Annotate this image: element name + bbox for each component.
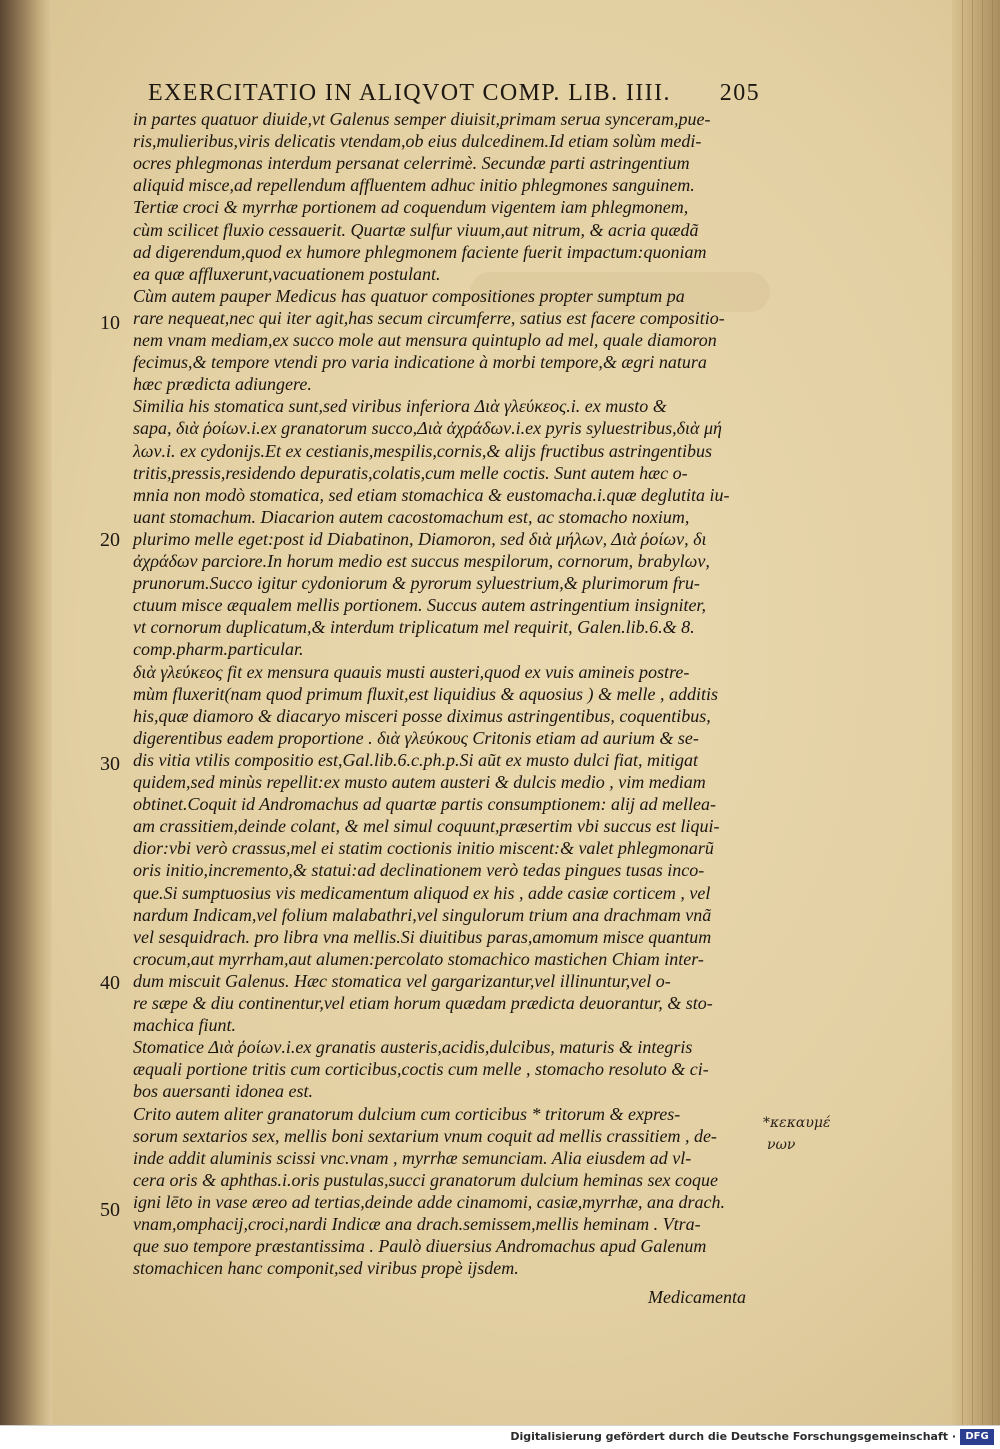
text-line: stomachicen hanc componit,sed viribus propè ijsdem.	[133, 1258, 519, 1279]
text-line: sorum sextarios sex, mellis boni sextarium vnum coquit ad mellis crassitiem , de-	[133, 1125, 717, 1146]
text-line: ea quæ affluxerunt,vacuationem postulant.	[133, 263, 441, 284]
text-line: Crito autem aliter granatorum dulcium cum corticibus * tritorum & expres-	[133, 1103, 681, 1124]
text-line: vnam,omphacij,croci,nardi Indicæ ana drach.semissem,mellis heminam . Vtra-	[133, 1214, 701, 1234]
line-number: 20	[100, 529, 120, 551]
text-line: Tertiæ croci & myrrhæ portionem ad coquendum vigentem iam phlegmonem,	[133, 197, 689, 218]
text-line: cera oris & aphthas.i.oris pustulas,succi granatorum dulcium heminas sex coque	[133, 1169, 718, 1190]
catchword: Medicamenta	[648, 1287, 746, 1307]
text-line: nem vnam mediam,ex succo mole aut mensura quintuplo ad mel, quale diamoron	[133, 330, 717, 350]
margin-note-line: *κεκαυμέ	[763, 1115, 831, 1131]
text-line: machica fiunt.	[133, 1015, 236, 1036]
line-number: 30	[100, 753, 120, 775]
text-line: tritis,pressis,residendo depuratis,colatis,cum melle coctis. Sunt autem hæc o-	[133, 462, 688, 483]
text-line: crocum,aut myrrham,aut alumen:percolato stomachico mastichen Chiam inter-	[133, 948, 704, 969]
text-line: dum miscuit Galenus. Hæc stomatica vel gargarizantur,vel illinuntur,vel o-	[133, 970, 671, 991]
text-line: igni lēto in vase æreo ad tertias,deinde adde cinamomi, casiæ,myrrhæ, ana drach.	[133, 1191, 725, 1212]
text-line: hæc prædicta adiungere.	[133, 374, 312, 395]
margin-note-line: νων	[767, 1137, 796, 1153]
text-line: que.Si sumptuosius vis medicamentum aliquod ex his , adde casiæ corticem , vel	[133, 882, 711, 903]
text-line: mnia non modò stomatica, sed etiam stomachica & eustomacha.i.quæ deglutita iu-	[133, 484, 730, 505]
text-line: rare nequeat,nec qui iter agit,has secum circumferre, satius est facere compositio-	[133, 307, 725, 328]
text-line: sapa, διὰ ῥοίων.i.ex granatorum succo,Διὰ ἀχράδων.i.ex pyris syluestribus,διὰ μή	[133, 418, 722, 439]
text-line: dis vitia vtilis compositio est,Gal.lib.6.c.ph.p.Si aũt ex musto dulci fiat, mitigat	[133, 749, 698, 770]
text-line: am crassitiem,deinde colant, & mel simul coquunt,præsertim vbi succus est liqui-	[133, 816, 720, 837]
footer-bar	[0, 1425, 1000, 1449]
running-head-title: EXERCITATIO IN ALIQVOT COMP. LIB. IIII.	[148, 80, 671, 106]
text-line: oris initio,incremento,& statui:ad declinationem verò tedas pingues tusas inco-	[133, 860, 705, 881]
text-line: ctuum misce æqualem mellis portionem. Succus autem astringentium insigniter,	[133, 595, 706, 616]
line-number: 50	[100, 1199, 120, 1221]
text-line: ad digerendum,quod ex humore phlegmonem faciente fuerit impactum:quoniam	[133, 241, 707, 262]
page-number: 205	[719, 80, 760, 106]
text-line: dior:vbi verò crassus,mel ei statim coctionis initio miscent:& valet phlegmonarũ	[133, 838, 714, 859]
text-line: ἀχράδων parciore.In horum medio est succus mespilorum, cornorum, brabylων,	[133, 551, 710, 571]
text-line: vt cornorum duplicatum,& interdum triplicatum mel requirit, Galen.lib.6.& 8.	[133, 617, 695, 638]
text-line: inde addit aluminis scissi vnc.vnam , myrrhæ semunciam. Alia eiusdem ad vl-	[133, 1147, 692, 1168]
text-line: his,quæ diamoro & diacaryo misceri posse diximus astringentibus, coquentibus,	[133, 705, 711, 726]
text-line: digerentibus eadem proportione . διὰ γλεύκους Critonis etiam ad aurium & se-	[133, 727, 699, 748]
text-line: plurimo melle eget:post id Diabatinon, Diamoron, sed διὰ μήλων, Διὰ ῥοίων, δι	[133, 528, 707, 549]
text-line: uant stomachum. Diacarion autem cacostomachum est, ac stomacho noxium,	[133, 506, 690, 527]
text-line: comp.pharm.particular.	[133, 639, 304, 660]
text-line: Cùm autem pauper Medicus has quatuor compositiones propter sumptum pa	[133, 285, 685, 306]
text-line: aliquid misce,ad repellendum affluentem adhuc initio phlegmones sanguinem.	[133, 175, 695, 196]
text-line: διὰ γλεύκεος fit ex mensura quauis musti austeri,quod ex vuis amineis postre-	[133, 661, 690, 682]
text-line: ocres phlegmonas interdum persanat celerrimè. Secundæ parti astringentium	[133, 153, 690, 174]
text-line: obtinet.Coquit id Andromachus ad quartæ partis consumptionem: alij ad mellea-	[133, 794, 716, 815]
text-line: cùm scilicet fluxio cessauerit. Quartæ sulfur viuum,aut nitrum, & acria quædã	[133, 219, 699, 240]
text-line: quidem,sed minùs repellit:ex musto autem austeri & dulcis medio , vim mediam	[133, 772, 706, 792]
text-line: fecimus,& tempore vtendi pro varia indicatione à morbi tempore,& ægri natura	[133, 352, 707, 373]
book-gutter	[0, 0, 52, 1425]
text-line: Stomatice Διὰ ῥοίων.i.ex granatis austeris,acidis,dulcibus, maturis & integris	[133, 1037, 693, 1058]
line-number: 40	[100, 972, 120, 994]
text-line: bos auersanti idonea est.	[133, 1081, 313, 1102]
text-line: nardum Indicam,vel folium malabathri,vel singulorum trium ana drachmam vnã	[133, 904, 712, 925]
text-line: in partes quatuor diuide,vt Galenus semper diuisit,primam serua synceram,pue-	[133, 109, 711, 129]
text-line: ris,mulieribus,viris delicatis vtendam,ob eius dulcedinem.Id etiam solùm medi-	[133, 131, 702, 152]
margin-note	[763, 1112, 833, 1156]
text-line: que suo tempore præstantissima . Paulò diuersius Andromachus apud Galenum	[133, 1236, 707, 1257]
page-foredge	[952, 0, 1000, 1425]
text-line: Similia his stomatica sunt,sed viribus inferiora Διὰ γλεύκεος.i. ex musto &	[133, 396, 667, 417]
running-head	[148, 80, 760, 107]
text-line: re sæpe & diu continentur,vel etiam horum quædam prædicta deuorantur, & sto-	[133, 993, 713, 1013]
text-line: vel sesquidrach. pro libra vna mellis.Si diuitibus paras,amomum misce quantum	[133, 926, 712, 947]
text-line: prunorum.Succo igitur cydoniorum & pyrorum syluestrium,& plurimorum fru-	[133, 573, 700, 594]
dfg-logo: DFG	[960, 1429, 994, 1445]
line-number: 10	[100, 312, 120, 334]
footer-text: Digitalisierung gefördert durch die Deutsche Forschungsgemeinschaft ·	[510, 1430, 956, 1443]
text-line: æquali portione tritis cum corticibus,coctis cum melle , stomacho resoluto & ci-	[133, 1059, 709, 1080]
text-line: λων.i. ex cydonijs.Et ex cestianis,mespilis,cornis,& alijs fructibus astringentibus	[133, 440, 712, 461]
text-line: mùm fluxerit(nam quod primum fluxit,est liquidius & aquosius ) & melle , additis	[133, 683, 718, 704]
